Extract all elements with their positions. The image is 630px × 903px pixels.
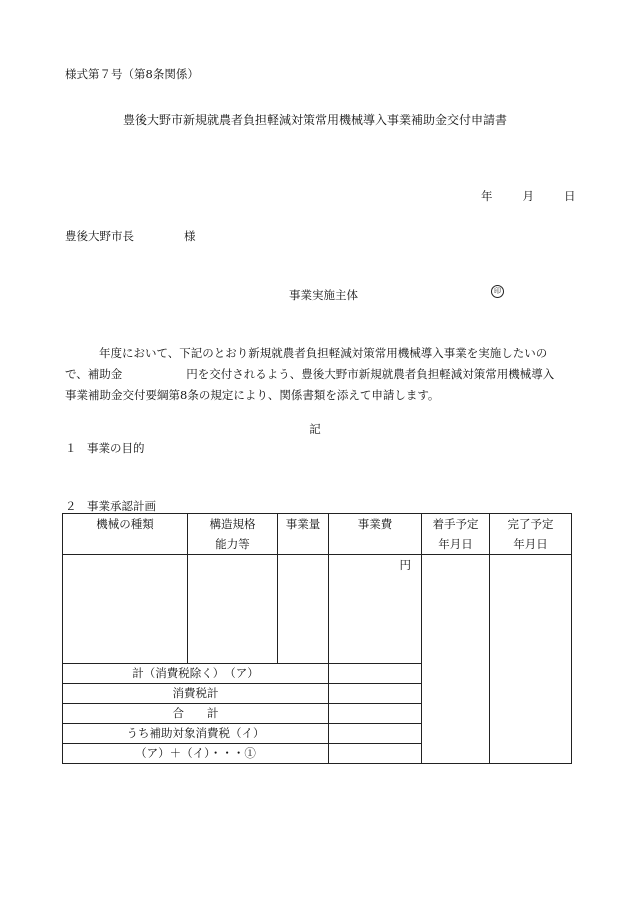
- ki-heading: 記: [309, 422, 321, 436]
- seal-icon: 印: [491, 285, 504, 298]
- cell-machine-type: [63, 555, 188, 664]
- addressee-honorific: 様: [184, 229, 196, 243]
- section-2-heading: [65, 498, 156, 514]
- sum-label: （ア）＋（イ）・・・①: [63, 744, 329, 764]
- date-month: 月: [522, 189, 534, 203]
- cell-cost-yen: 円: [329, 555, 422, 664]
- body-part2: 円を交付されるよう、豊後大野市新規就農者負担軽減対策常用機械導入事業補助金交付要綱第8条の規定により、関係書類を添えて申請します。: [65, 367, 555, 402]
- header-machine-type: 機械の種類: [63, 514, 188, 555]
- eligible-tax-value: [329, 724, 422, 744]
- header-quantity: 事業量: [278, 514, 329, 555]
- tax-value: [329, 684, 422, 704]
- cell-spec: [188, 555, 278, 664]
- addressee: [65, 228, 196, 244]
- total-label: 合 計: [63, 704, 329, 724]
- header-cost: 事業費: [329, 514, 422, 555]
- subtotal-label: 計（消費税除く） （ア）: [63, 664, 329, 684]
- section-1-number: １: [65, 441, 77, 455]
- addressee-name: 豊後大野市長: [65, 229, 134, 243]
- tax-label: 消費税計: [63, 684, 329, 704]
- applicant-label: 事業実施主体: [289, 288, 358, 302]
- section-1-label: 事業の目的: [87, 441, 145, 455]
- section-2-number: ２: [65, 499, 77, 513]
- date-year: 年: [481, 189, 493, 203]
- cell-quantity: [278, 555, 329, 664]
- eligible-tax-label: うち補助対象消費税（イ）: [63, 724, 329, 744]
- subtotal-value: [329, 664, 422, 684]
- total-value: [329, 704, 422, 724]
- body-part1: 年度において、下記のとおり新規就農者負担軽減対策常用機械導入事業を実施したいので、補助金: [65, 346, 548, 381]
- form-number: 様式第７号（第8条関係）: [65, 67, 199, 81]
- cell-end-date: [490, 555, 572, 764]
- cell-start-date: [422, 555, 490, 764]
- header-end-date: 完了予定 年月日: [490, 514, 572, 555]
- application-body: [65, 343, 565, 406]
- date-day: 日: [564, 189, 576, 203]
- date-line: [481, 188, 580, 204]
- table-row: [63, 555, 572, 664]
- sum-value: [329, 744, 422, 764]
- document-title: 豊後大野市新規就農者負担軽減対策常用機械導入事業補助金交付申請書: [122, 113, 507, 127]
- table-header-row: [63, 514, 572, 555]
- header-start-date: 着手予定 年月日: [422, 514, 490, 555]
- section-1-heading: [65, 440, 145, 456]
- section-2-label: 事業承認計画: [87, 499, 156, 513]
- plan-table: [62, 513, 572, 764]
- header-spec: 構造規格 能力等: [188, 514, 278, 555]
